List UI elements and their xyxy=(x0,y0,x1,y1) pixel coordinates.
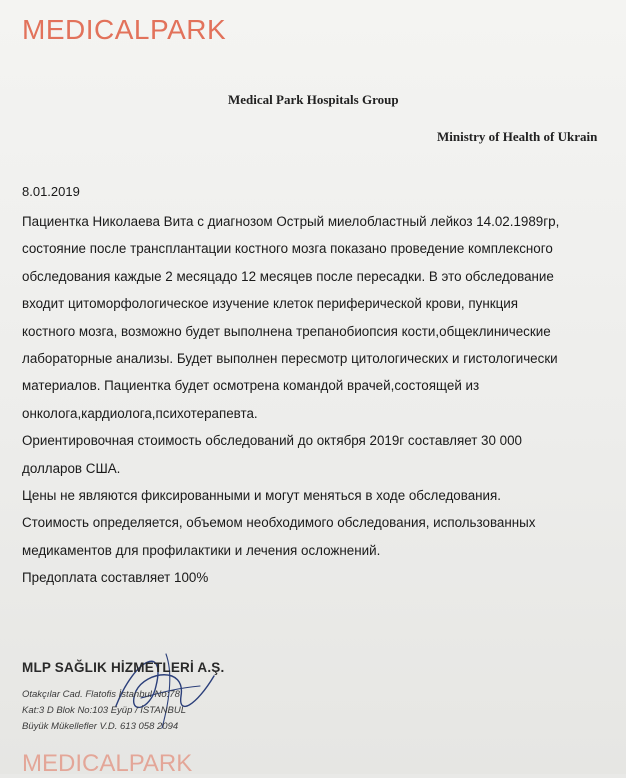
letter-date: 8.01.2019 xyxy=(22,184,80,199)
body-line: входит цитоморфологическое изучение клеток периферической крови, пункция xyxy=(22,296,518,312)
body-line: материалов. Пациентка будет осмотрена командой врачей,состоящей из xyxy=(22,378,480,394)
recipient-ministry: Ministry of Health of Ukrain xyxy=(437,129,598,144)
stamp-address-line: Kat:3 D Blok No:103 Eyüp / İSTANBUL xyxy=(22,705,187,716)
stamp-company-name: MLP SAĞLIK HİZMETLERİ A.Ş. xyxy=(22,660,225,675)
body-line: долларов США. xyxy=(22,460,121,476)
body-line: лабораторные анализы. Будет выполнен пересмотр цитологических и гистологически xyxy=(22,351,558,367)
footer-logo: MEDICALPARK xyxy=(22,750,193,777)
body-line: онколога,кардиолога,психотерапевта. xyxy=(22,405,258,421)
body-line: Ориентировочная стоимость обследований до октября 2019г составляет 30 000 xyxy=(22,433,523,449)
stamp-address-line: Otakçılar Cad. Flatofis İstanbul No:78 xyxy=(22,689,180,700)
body-line: обследования каждые 2 месяцадо 12 месяцев после пересадки. В это обследование xyxy=(22,268,554,284)
body-line: Пациентка Николаева Вита с диагнозом Острый миелобластный лейкоз 14.02.1989гр, xyxy=(22,214,560,229)
body-line: Стоимость определяется, объемом необходимого обследования, использованных xyxy=(22,515,536,531)
stamp-tax-line: Büyük Mükellefler V.D. 613 058 2094 xyxy=(22,721,179,732)
body-line: медикаментов для профилактики и лечения осложнений. xyxy=(22,542,381,558)
body-line: Предоплата составляет 100% xyxy=(22,570,209,586)
letter-body xyxy=(22,208,626,592)
body-line: состояние после трансплантации костного мозга показано проведение комплексного xyxy=(22,241,553,257)
body-line: Цены не являются фиксированными и могут меняться в ходе обследования. xyxy=(22,488,502,504)
group-title: Medical Park Hospitals Group xyxy=(228,92,399,107)
medicalpark-logo: MEDICALPARK xyxy=(22,14,227,45)
body-line: костного мозга, возможно будет выполнена трепанобиопсия кости,общеклинические xyxy=(22,323,551,339)
